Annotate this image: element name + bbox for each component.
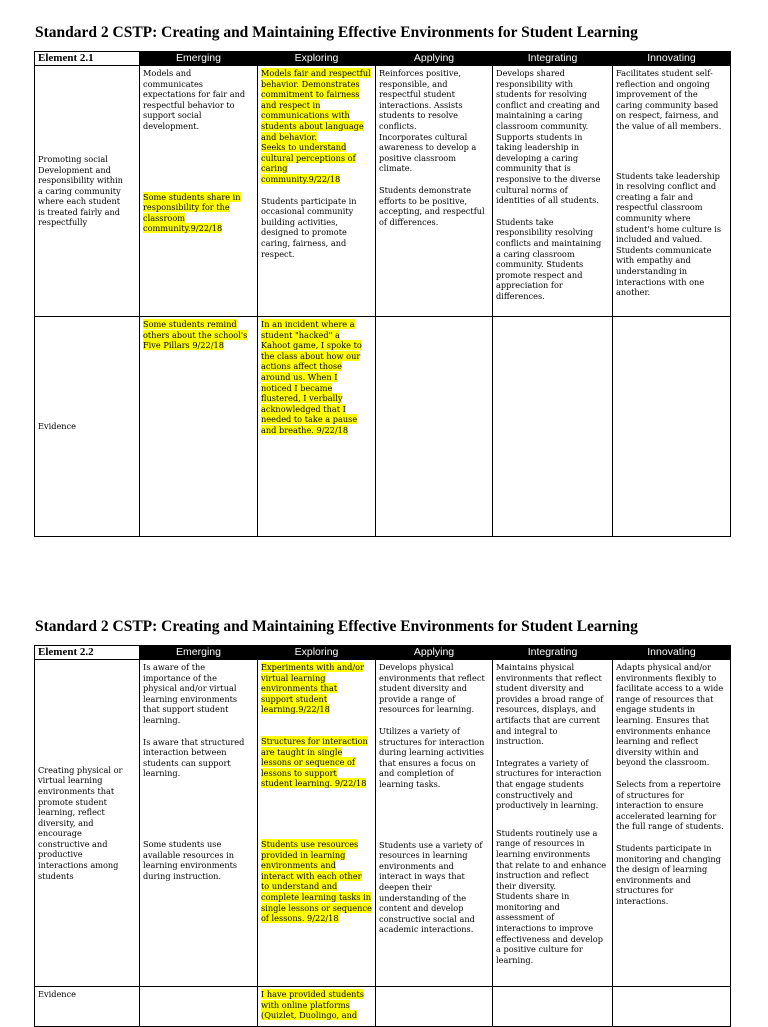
rubric-text: Students take responsibility resolving conflicts and maintaining a caring classroom community. Students promote respect and appreciation for differences.: [496, 216, 602, 301]
rubric-paragraph: [261, 662, 372, 715]
rubric-paragraph: [261, 68, 372, 185]
evidence-cell-innovating: [613, 317, 731, 537]
criteria-cell-innovating: [613, 660, 731, 987]
section-2-title: Standard 2 CSTP: Creating and Maintaining Effective Environments for Student Learning: [35, 618, 638, 635]
evidence-cell-integrating: [493, 317, 613, 537]
level-innovating: Innovating: [613, 646, 731, 660]
rubric-text: Integrates a variety of structures for interaction that engage students constructively and productively in learning.: [496, 757, 602, 811]
rubric-text: Students demonstrate efforts to be positive, accepting, and respectful of differences.: [379, 184, 485, 227]
highlighted-text: Students use resources provided in learning environments and interact with each other to understand and complete learning tasks in single lessons or sequence of lessons. 9/22/18: [261, 838, 372, 924]
rubric-text: Students participate in occasional community building activities, designed to promote caring, fairness, and respect.: [261, 195, 357, 259]
criteria-cell-innovating: [613, 66, 731, 317]
highlighted-text: I have provided students with online platforms (Quizlet, Duolingo, and: [261, 989, 364, 1021]
level-applying: Applying: [376, 646, 493, 660]
evidence-label: Evidence: [38, 989, 77, 999]
criteria-cell-exploring: [258, 660, 376, 987]
level-exploring: Exploring: [258, 646, 376, 660]
highlighted-text: Experiments with and/or virtual learning environments that support student learning.9/22/18: [261, 662, 364, 715]
criteria-label-cell: [35, 66, 140, 317]
evidence-row: [35, 317, 731, 537]
rubric-table-element-2-2: [34, 645, 731, 1027]
evidence-label-cell: [35, 317, 140, 537]
rubric-paragraph: [143, 68, 254, 132]
criteria-cell-applying: [376, 660, 493, 987]
evidence-cell-applying: [376, 987, 493, 1027]
level-applying: Applying: [376, 52, 493, 66]
section-1-title: Standard 2 CSTP: Creating and Maintaining Effective Environments for Student Learning: [35, 24, 638, 41]
rubric-paragraph: [379, 726, 489, 790]
criteria-cell-applying: [376, 66, 493, 317]
evidence-text: [261, 319, 372, 436]
evidence-cell-exploring: [258, 987, 376, 1027]
criteria-label: Promoting social Development and responsibility within a caring community where each student is treated fairly and respectfully: [38, 153, 123, 228]
rubric-text: Students use a variety of resources in learning environments and interact in ways that deepen their understanding of the content and develop constructive social and academic interactions.: [379, 839, 483, 935]
rubric-paragraph: [143, 662, 254, 726]
rubric-text: Facilitates student self- reflection and ongoing improvement of the caring community based on respect, fairness, and the value of all members.: [616, 68, 722, 131]
rubric-paragraph: [616, 843, 727, 907]
rubric-text: Adapts physical and/or environments flexibly to facilitate access to a wide range of resources that engage students in learning. Ensures that environments enhance learning and reflect diversity within and beyond the classroom.: [616, 662, 724, 768]
rubric-text: Students routinely use a range of resources in learning environments that relate to and enhance instruction and reflect their diversity. Students share in monitoring and assessment of interactions to improve effectiveness and develop a positive culture for learning.: [496, 827, 607, 965]
rubric-paragraph: [616, 779, 727, 832]
element-label: Element 2.2: [35, 646, 140, 660]
rubric-text: Students take leadership in resolving conflict and creating a fair and respectful classroom community where student's home culture is included and valued. Students communicate with empathy and understanding in interactions with one another.: [616, 170, 722, 298]
criteria-cell-emerging: [140, 66, 258, 317]
evidence-text: [143, 319, 254, 351]
element-label: Element 2.1: [35, 52, 140, 66]
rubric-paragraph: [261, 196, 372, 260]
evidence-cell-applying: [376, 317, 493, 537]
highlighted-text: Structures for interaction are taught in single lessons or sequence of lessons to support student learning. 9/22/18: [261, 735, 368, 789]
criteria-label: Creating physical or virtual learning environments that promote student learning, reflect diversity, and encourage constructive and productive interactions among students: [38, 764, 123, 881]
evidence-cell-emerging: [140, 317, 258, 537]
level-exploring: Exploring: [258, 52, 376, 66]
rubric-paragraph: [261, 736, 372, 789]
rubric-text: Students participate in monitoring and changing the design of learning environments and structures for interactions.: [616, 842, 721, 906]
criteria-cell-emerging: [140, 660, 258, 987]
criteria-cell-integrating: [493, 660, 613, 987]
rubric-text: Is aware of the importance of the physical and/or virtual learning environments that support student learning.: [143, 662, 238, 725]
rubric-text: Develops shared responsibility with students for resolving conflict and creating and maintaining a caring classroom community. Supports students in taking leadership in developing a caring community that is responsive to the diverse cultural norms of identities of all students.: [496, 68, 601, 206]
rubric-paragraph: [261, 839, 372, 924]
rubric-text: Is aware that structured interaction between students can support learning.: [143, 736, 245, 779]
highlighted-text: In an incident where a student "hacked" a Kahoot game, I spoke to the class about how our actions affect those around us. When I noticed I became flustered, I verbally acknowledged that I needed to take a pause and breathe. 9/22/18: [261, 319, 362, 435]
rubric-paragraph: [143, 192, 254, 234]
rubric-paragraph: [496, 217, 609, 302]
rubric-table-element-2-1: [34, 51, 731, 537]
level-emerging: Emerging: [140, 646, 258, 660]
rubric-paragraph: [379, 840, 489, 935]
criteria-cell-integrating: [493, 66, 613, 317]
highlighted-text: Some students remind others about the school's Five Pillars 9/22/18: [143, 319, 248, 351]
evidence-cell-emerging: [140, 987, 258, 1027]
evidence-row: [35, 987, 731, 1027]
evidence-label: Evidence: [38, 421, 77, 432]
rubric-text: Maintains physical environments that reflect student diversity and provides a broad range of resources, displays, and artifacts that are current and integral to instruction.: [496, 662, 604, 747]
level-emerging: Emerging: [140, 52, 258, 66]
rubric-paragraph: [143, 839, 254, 881]
evidence-label-cell: [35, 987, 140, 1027]
criteria-cell-exploring: [258, 66, 376, 317]
header-row: [35, 52, 731, 66]
rubric-text: Selects from a repertoire of structures for interaction to ensure accelerated learning for the full range of students.: [616, 778, 724, 832]
evidence-cell-innovating: [613, 987, 731, 1027]
rubric-text: Reinforces positive, responsible, and respectful student interactions. Assists students to resolve conflicts. Incorporates cultural awareness to develop a positive classroom climate.: [379, 68, 477, 174]
rubric-paragraph: [379, 185, 489, 227]
rubric-paragraph: [496, 68, 609, 206]
evidence-cell-exploring: [258, 317, 376, 537]
criteria-row: [35, 660, 731, 987]
rubric-paragraph: [143, 737, 254, 779]
rubric-paragraph: [379, 662, 489, 715]
rubric-paragraph: [496, 758, 609, 811]
rubric-text: Develops physical environments that reflect student diversity and provide a range of resources for learning.: [379, 662, 485, 715]
rubric-paragraph: [616, 662, 727, 768]
rubric-text: Utilizes a variety of structures for interaction during learning activities that ensures a focus on and completion of learning tasks.: [379, 725, 485, 789]
rubric-paragraph: [496, 828, 609, 966]
rubric-paragraph: [379, 68, 489, 174]
criteria-label-cell: [35, 660, 140, 987]
level-integrating: Integrating: [493, 646, 613, 660]
rubric-text: Some students use available resources in learning environments during instruction.: [143, 838, 238, 881]
evidence-cell-integrating: [493, 987, 613, 1027]
highlighted-text: Some students share in responsibility for the classroom community.9/22/18: [143, 191, 241, 234]
rubric-paragraph: [616, 68, 727, 132]
rubric-paragraph: [496, 662, 609, 747]
rubric-paragraph: [616, 171, 727, 298]
level-innovating: Innovating: [613, 52, 731, 66]
evidence-text: [261, 989, 372, 1021]
rubric-text: Models and communicates expectations for fair and respectful behavior to support social development.: [143, 68, 246, 131]
criteria-row: [35, 66, 731, 317]
level-integrating: Integrating: [493, 52, 613, 66]
highlighted-text: Models fair and respectful behavior. Demonstrates commitment to fairness and respect in communications with students about language and behavior. Seeks to understand cultural perceptions of caring community.9/22/18: [261, 68, 371, 184]
header-row: [35, 646, 731, 660]
